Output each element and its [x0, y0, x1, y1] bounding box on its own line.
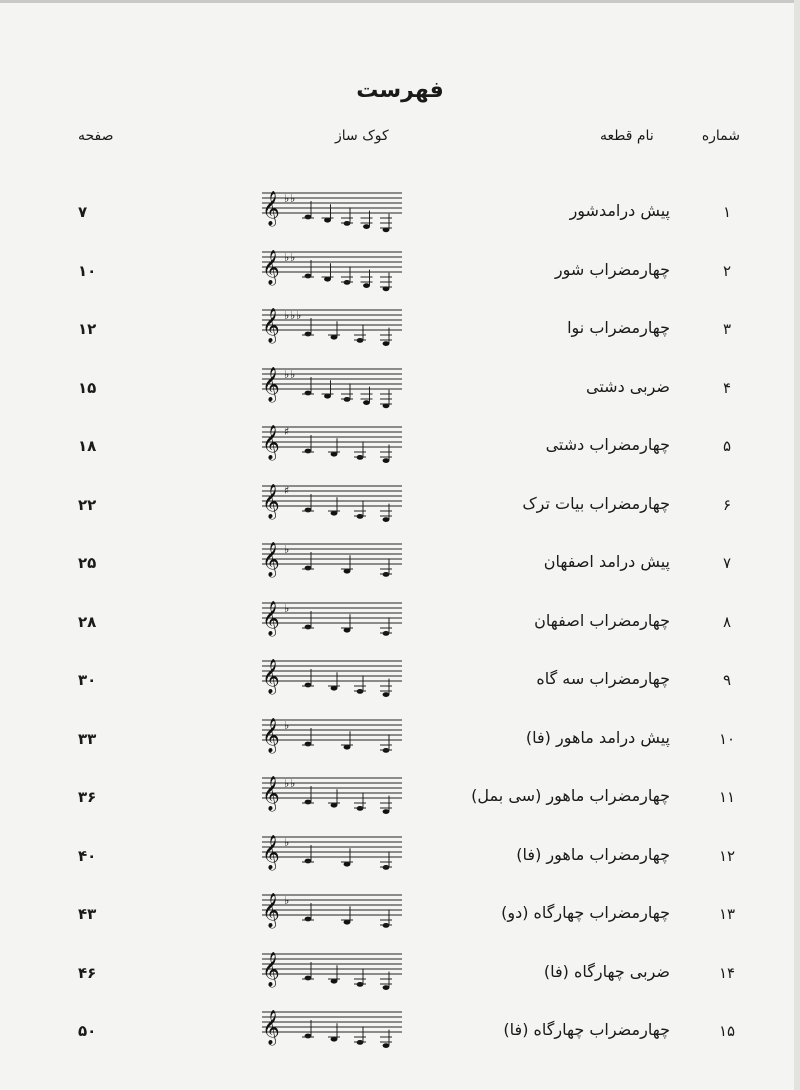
- note-head: [331, 978, 338, 983]
- note-head: [305, 566, 312, 571]
- row-piece-name: چهارمضراب نوا: [567, 318, 670, 337]
- note-head: [363, 224, 370, 229]
- row-piece-name: ضربی دشتی: [586, 376, 670, 396]
- note-head: [344, 861, 351, 866]
- flat-icon: ♭: [284, 250, 290, 264]
- treble-clef-icon: 𝄞: [262, 600, 280, 636]
- sharp-icon: ♯: [284, 425, 290, 438]
- tuning-staff: [258, 595, 406, 651]
- note-head: [305, 449, 312, 454]
- note-head: [344, 627, 351, 632]
- row-number: ۹: [722, 671, 732, 689]
- row-piece-name: چهارمضراب ماهور (سی بمل): [471, 786, 670, 805]
- flat-icon: ♭: [284, 543, 290, 556]
- row-page-number: ۱۵: [78, 378, 97, 397]
- note-head: [305, 858, 312, 863]
- note-head: [383, 809, 390, 814]
- row-piece-name: چهارمضراب شور: [554, 259, 670, 279]
- row-page-number: ۴۰: [78, 846, 97, 865]
- note-head: [344, 569, 351, 574]
- row-number: ۳: [722, 320, 732, 338]
- row-number: ۴: [722, 378, 732, 397]
- treble-clef-icon: 𝄞: [262, 659, 280, 694]
- page-top-edge: [0, 0, 800, 3]
- contents-row: [0, 1010, 800, 1078]
- note-head: [331, 1037, 338, 1042]
- note-head: [331, 452, 338, 457]
- note-head: [305, 917, 312, 922]
- tuning-staff: [258, 946, 406, 1002]
- row-number: ۱۱: [718, 788, 736, 806]
- row-page-number: ۴۳: [78, 905, 97, 923]
- flat-icon: ♭: [290, 367, 296, 381]
- header-piece-name: نام قطعه: [600, 128, 654, 144]
- treble-clef-icon: 𝄞: [262, 776, 280, 811]
- tuning-staff: [258, 302, 406, 358]
- flat-icon: ♭: [284, 192, 290, 205]
- note-head: [305, 624, 312, 629]
- row-piece-name: پیش درامدشور: [569, 201, 670, 220]
- row-number: ۱۳: [718, 905, 736, 923]
- flat-icon: ♭: [284, 718, 290, 732]
- row-page-number: ۳۳: [78, 729, 97, 748]
- flat-icon: ♭: [290, 309, 296, 322]
- note-head: [383, 1043, 390, 1048]
- note-head: [305, 390, 312, 395]
- tuning-staff: [258, 712, 406, 768]
- treble-clef-icon: 𝄞: [262, 308, 280, 343]
- treble-clef-icon: 𝄞: [262, 717, 280, 753]
- row-piece-name: پیش درامد اصفهان: [543, 552, 670, 571]
- row-piece-name: چهارمضراب چهارگاه (فا): [503, 1020, 670, 1039]
- tuning-staff: [258, 653, 406, 709]
- note-head: [324, 218, 331, 223]
- treble-clef-icon: 𝄞: [262, 191, 280, 226]
- flat-icon: ♭: [284, 777, 290, 790]
- row-piece-name: ضربی چهارگاه (فا): [543, 961, 670, 981]
- treble-clef-icon: 𝄞: [262, 542, 280, 577]
- treble-clef-icon: 𝄞: [262, 366, 280, 402]
- note-head: [305, 507, 312, 512]
- treble-clef-icon: 𝄞: [262, 834, 280, 870]
- header-page: صفحه: [78, 128, 114, 144]
- row-page-number: ۲۸: [78, 612, 97, 631]
- row-number: ۸: [722, 612, 732, 631]
- tuning-staff: [258, 478, 406, 534]
- note-head: [331, 803, 338, 808]
- row-piece-name: چهارمضراب سه گاه: [536, 669, 670, 688]
- row-number: ۷: [722, 554, 732, 572]
- row-page-number: ۴۶: [78, 963, 97, 982]
- page-title: فهرست: [356, 78, 444, 103]
- row-piece-name: پیش درامد ماهور (فا): [525, 727, 670, 747]
- tuning-staff: [258, 1004, 406, 1060]
- note-head: [331, 686, 338, 691]
- note-head: [331, 510, 338, 515]
- flat-icon: ♭: [284, 601, 290, 615]
- flat-icon: ♭: [290, 250, 296, 264]
- header-number: شماره: [701, 128, 740, 144]
- flat-icon: ♭: [284, 367, 290, 381]
- note-head: [305, 273, 312, 278]
- treble-clef-icon: 𝄞: [262, 951, 280, 987]
- tuning-staff: [258, 361, 406, 417]
- flat-icon: ♭: [284, 894, 290, 907]
- treble-clef-icon: 𝄞: [262, 249, 280, 285]
- flat-icon: ♭: [290, 192, 296, 205]
- row-number: ۱: [722, 203, 732, 221]
- treble-clef-icon: 𝄞: [262, 425, 280, 460]
- note-head: [363, 400, 370, 405]
- note-head: [383, 985, 390, 990]
- tuning-staff: [258, 419, 406, 475]
- note-head: [363, 283, 370, 288]
- note-head: [305, 332, 312, 337]
- flat-icon: ♭: [284, 309, 290, 322]
- tuning-staff: [258, 185, 406, 241]
- row-piece-name: چهارمضراب ماهور (فا): [516, 844, 670, 864]
- note-head: [344, 920, 351, 925]
- note-head: [305, 683, 312, 688]
- row-page-number: ۳۰: [78, 671, 97, 689]
- tuning-staff: [258, 244, 406, 300]
- note-head: [344, 744, 351, 749]
- note-head: [383, 458, 390, 463]
- treble-clef-icon: 𝄞: [262, 1010, 280, 1045]
- tuning-staff: [258, 887, 406, 943]
- row-number: ۱۰: [718, 729, 736, 748]
- row-number: ۱۵: [718, 1022, 736, 1040]
- note-head: [305, 1034, 312, 1039]
- flat-icon: ♭: [290, 777, 296, 790]
- row-page-number: ۱۲: [78, 320, 97, 338]
- note-head: [383, 341, 390, 346]
- row-page-number: ۲۵: [78, 554, 97, 572]
- note-head: [383, 517, 390, 522]
- header-tuning: کوک ساز: [335, 128, 389, 144]
- row-number: ۱۲: [718, 846, 736, 865]
- row-number: ۶: [722, 495, 732, 514]
- row-page-number: ۱۰: [78, 261, 97, 280]
- flat-icon: ♭: [296, 309, 302, 322]
- row-page-number: ۷: [78, 203, 88, 221]
- tuning-staff: [258, 829, 406, 885]
- treble-clef-icon: 𝄞: [262, 893, 280, 928]
- note-head: [305, 741, 312, 746]
- row-number: ۲: [722, 261, 732, 280]
- flat-icon: ♭: [284, 835, 290, 849]
- row-number: ۵: [722, 437, 732, 455]
- treble-clef-icon: 𝄞: [262, 483, 280, 519]
- row-piece-name: چهارمضراب چهارگاه (دو): [501, 903, 670, 922]
- row-piece-name: چهارمضراب بیات ترک: [522, 493, 670, 513]
- tuning-staff: [258, 770, 406, 826]
- note-head: [331, 335, 338, 340]
- note-head: [324, 393, 331, 398]
- note-head: [383, 692, 390, 697]
- tuning-staff: [258, 536, 406, 592]
- note-head: [305, 215, 312, 220]
- sharp-icon: ♯: [284, 483, 290, 497]
- row-piece-name: چهارمضراب دشتی: [545, 435, 670, 454]
- row-page-number: ۳۶: [78, 788, 97, 806]
- note-head: [305, 975, 312, 980]
- note-head: [305, 800, 312, 805]
- row-page-number: ۵۰: [78, 1022, 97, 1040]
- row-page-number: ۱۸: [78, 437, 97, 455]
- row-page-number: ۲۲: [78, 495, 97, 514]
- row-piece-name: چهارمضراب اصفهان: [534, 610, 670, 630]
- row-number: ۱۴: [718, 963, 736, 982]
- note-head: [324, 276, 331, 281]
